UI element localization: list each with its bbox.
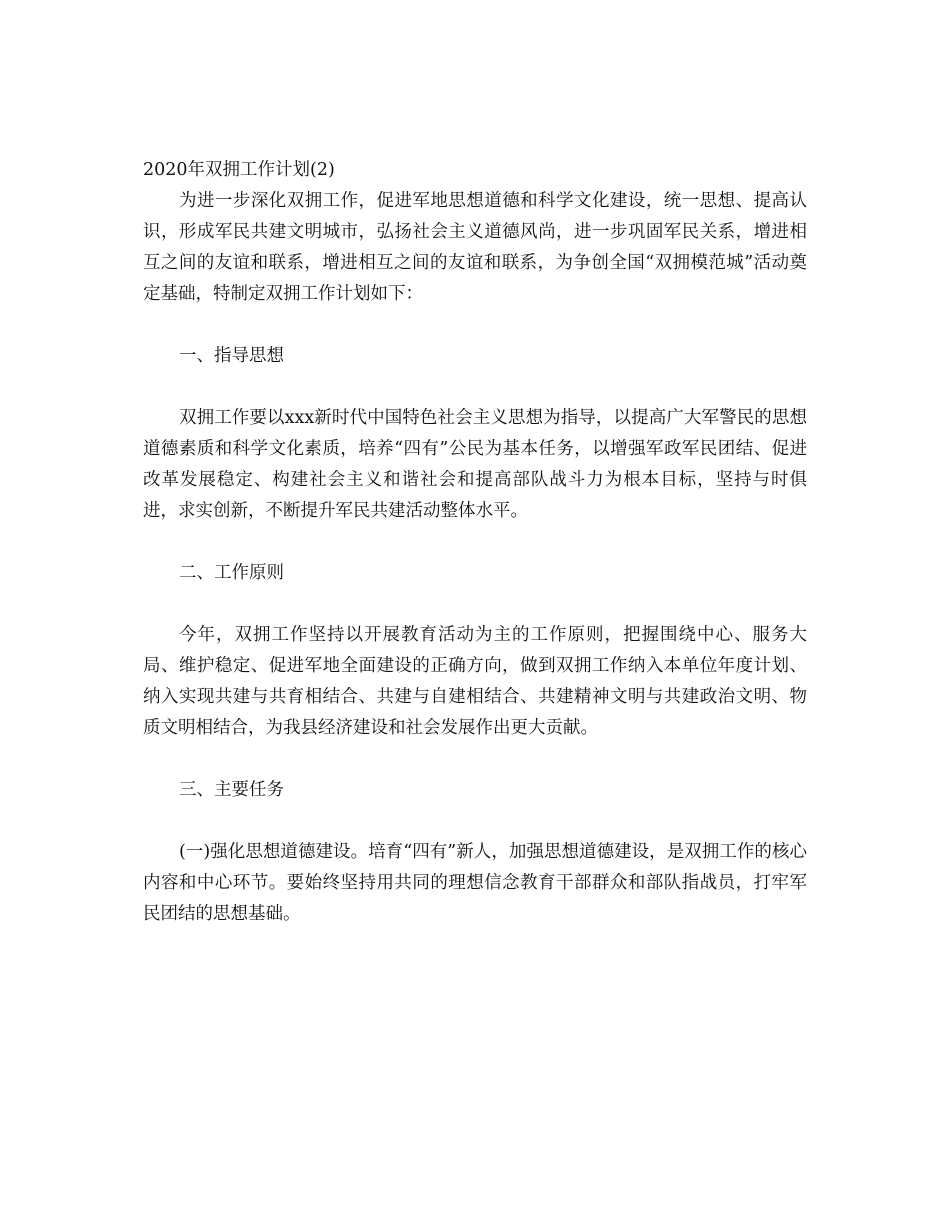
blank-line [143,806,807,837]
blank-line [143,589,807,620]
section-body-2: 今年，双拥工作坚持以开展教育活动为主的工作原则，把握围绕中心、服务大局、维护稳定、促进军地全面建设的正确方向，做到双拥工作纳入本单位年度计划、纳入实现共建与共育相结合、共建与自建相结合、共建精神文明与共建政治文明、物质文明相结合，为我县经济建设和社会发展作出更大贡献。 [143,625,807,738]
document-title: 2020年双拥工作计划(2) [143,160,335,180]
blank-line [143,372,807,403]
document-body [143,155,807,930]
blank-line [143,527,807,558]
section-body-3: (一)强化思想道德建设。培育“四有”新人，加强思想道德建设，是双拥工作的核心内容和中心环节。要始终坚持用共同的理想信念教育干部群众和部队指战员，打牢军民团结的思想基础。 [143,842,807,924]
section-heading-2: 二、工作原则 [179,563,284,583]
section-body-1: 双拥工作要以xxx新时代中国特色社会主义思想为指导，以提高广大军警民的思想道德素质和科学文化素质，培养“四有”公民为基本任务，以增强军政军民团结、促进改革发展稳定、构建社会主义和谐社会和提高部队战斗力为根本目标，坚持与时俱进，求实创新，不断提升军民共建活动整体水平。 [143,408,807,521]
intro-paragraph: 为进一步深化双拥工作，促进军地思想道德和科学文化建设，统一思想、提高认识，形成军民共建文明城市，弘扬社会主义道德风尚，进一步巩固军民关系，增进相互之间的友谊和联系，增进相互之间的友谊和联系，为争创全国“双拥模范城”活动奠定基础，特制定双拥工作计划如下： [143,191,807,304]
section-heading-3: 三、主要任务 [179,780,284,800]
blank-line [143,744,807,775]
blank-line [143,310,807,341]
section-heading-1: 一、指导思想 [179,346,284,366]
